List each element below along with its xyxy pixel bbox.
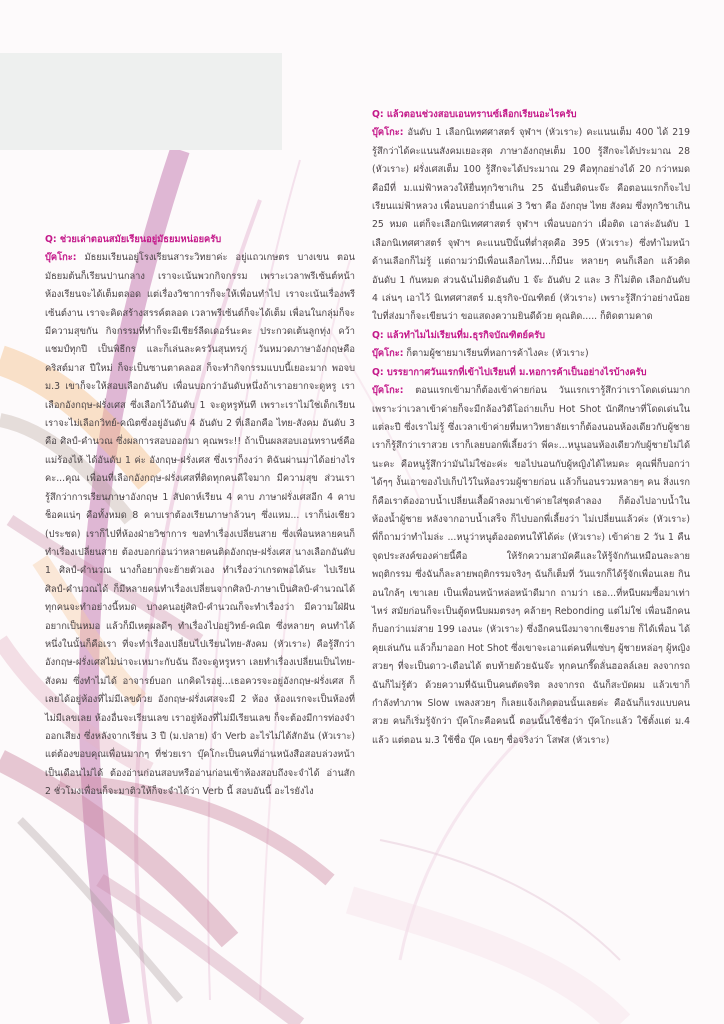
answer-text: อันดับ 1 เลือกนิเทศศาสตร์ จุฬาฯ (หัวเราะ) คะแนนเต็ม 400 ได้ 219 รู้สึกว่าได้คะแนนสังคมเยอะสุด ภาษาอังกฤษเต็ม 100 รู้สึกจะได้ประมาณ 28 (หัวเราะ) ฝรั่งเศสเต็ม 100 รู้สึกจะได้ประมาณ 29 คือทุกอย่างได้ 20 กว่าหมด คือมีที่ ม.แม่ฟ้าหลวงให้ยื่นทุกวิชาเกิน 25 ฉันยื่นติดนะจ๊ะ คือตอนแรกก็จะไปเรียนแม่ฟ้าหลวง เพื่อนบอกว่ายื่นแค่ 3 วิชา คือ อังกฤษ ไทย สังคม ซึ่งทุกวิชาเกิน 25 หมด แต่ก็จะเลือกนิเทศศาสตร์ จุฬาฯ เพื่อนบอกว่า เผื่อติด เอาล่ะอันดับ 1 เลือกนิเทศศาสตร์ จุฬาฯ คะแนนปีนั้นที่ต่ำสุดคือ 395 (หัวเราะ) ซึ่งทำไมหน้าด้านเลือกก็ไม่รู้ แต่ถามว่ามีเพื่อนเลือกไหม...ก็มีนะ หลายๆ คนก็เลือก แล้วติดอันดับ 1 กันหมด ส่วนฉันไม่ติดอันดับ 1 จ๊ะ อันดับ 2 และ 3 ก็ไม่ติด เลือกอันดับ 4 เล่นๆ เอาไว้ นิเทศศาสตร์ ม.ธุรกิจ-บัณฑิตย์ (หัวเราะ) เพราะรู้สึกว่าอย่างน้อยใบที่ส่งมาก็จะเขียนว่า ขอแสดงความยินดีด้วย คุณติด..... ก็ติดตามคาด — [372, 127, 690, 323]
answer-text: มัธยมเรียนอยู่โรงเรียนสาระวิทยาค่ะ อยู่แถวเกษตร บางเขน ตอนมัธยมต้นก็เรียนปานกลาง เราจะเน้นพวกกิจกรรม เพราะเวลาพรีเซ้นต์หน้าห้องเรียนจะได้เต็มตลอด แต่เรื่องวิชาการก็จะให้เพื่อนทำไป เราจะเน้นเรื่องพรีเซ้นต์งาน เราจะคิดสร้างสรรค์ตลอด เวลาพรีเซ้นต์ก็จะได้เต็ม เพื่อนในกลุ่มก็จะมีความสุขกัน กิจกรรมที่ทำก็จะมีเชียร์ลีดเดอร์นะคะ ประกวดเต้นลูกทุ่ง คว้าแชมป์ทุกปี เป็นพิธีกร และก็เล่นละครวันสุนทรภู่ วันหมวดภาษาอังกฤษคือ คริสต์มาส ปีใหม่ ก็จะเป็นซานตาคลอส ก็จะทำกิจกรรมแบบนี้เยอะมาก พอจบ ม.3 เขาก็จะให้สอบเลือกอันดับ เพื่อนบอกว่าอันดับหนึ่งถ้าเราอยากจะดูหรู เราเลือกอังกฤษ-ฝรั่งเศส ซึ่งเลือกไว้อันดับ 1 จะดูหรูทันที เพราะเราไม่ใช่เด็กเรียน เราจะไม่เลือกวิทย์-คณิตซึ่งอยู่อันดับ 4 อันดับ 2 ที่เลือกคือ ไทย-สังคม อันดับ 3 คือ ศิลป์-คำนวณ ซึ่งผลการสอบออกมา คุณพระ!! ถ้าเป็นผลสอบเอนทรานซ์คือ แม่ร้องไห้ ได้อันดับ 1 ค่ะ อังกฤษ-ฝรั่งเศส ซึ่งเราก็งงว่า ติฉันผ่านมาได้อย่างไรคะ...คุณ เพื่อนที่เลือกอังกฤษ-ฝรั่งเศสที่ติดทุกคนดีใจมาก มีความสุข ส่วนเรารู้สึกว่าการเรียนภาษาอังกฤษ 1 สัปดาห์เรียน 4 คาบ ภาษาฝรั่งเศสอีก 4 คาบ ช็อคแน่ๆ คือทั้งหมด 8 คาบเราต้องเรียนภาษาล้วนๆ ซึ่งแหม... เราก็น่งเชียว (ประชด) เราก็ไปที่ห้องฝ่ายวิชาการ ขอทำเรื่องเปลี่ยนสาย ซึ่งเพื่อนหลายคนก็ทำเรื่องเปลี่ยนสาย ต้องบอกก่อนว่าหลายคนติดอังกฤษ-ฝรั่งเศส นางเลือกอันดับ 1 ศิลป์-คำนวณ นางก็อยากจะย้ายตัวเอง ทำเรื่องว่าเกรดพอได้นะ ไปเรียนศิลป์-คำนวณได้ ก็มีหลายคนทำเรื่องเปลี่ยนจากศิลป์-ภาษาเป็นศิลป์-คำนวณได้ ทุกคนจะทำอย่างนี้หมด บางคนอยู่ศิลป์-คำนวณก็จะทำเรื่องว่า มีความใฝ่ฝันอยากเป็นหมอ แล้วก็มีเหตุผลดีๆ ทำเรื่องไปอยู่วิทย์-คณิต ซึ่งหลายๆ คนทำได้ หนึ่งในนั้นก็คือเรา ที่จะทำเรื่องเปลี่ยนไปเรียนไทย-สังคม (หัวเราะ) คือรู้สึกว่าอังกฤษ-ฝรั่งเศสไม่น่าจะเหมาะกับฉัน ถึงจะดูหรูหรา เลยทำเรื่องเปลี่ยนเป็นไทย-สังคม ซึ่งทำไม่ได้ อาจารย์บอก แกคิดไรอยู่...เธอควรจะอยู่อังกฤษ-ฝรั่งเศส ก็เลยได้อยู่ห้องที่ไม่มีเลขด้วย อังกฤษ-ฝรั่งเศสจะมี 2 ห้อง ห้องแรกจะเป็นห้องที่ไม่มีเลขเลย ห้องอื่นจะเรียนเลข เราอยู่ห้องที่ไม่มีเรียนเลข ก็จะต้องมีการท่องจำ ออกเสียง ซึ่งหลังจากเรียน 3 ปี (ม.ปลาย) จำ Verb อะไรไม่ได้สักอัน (หัวเราะ) แต่ต้องขอบคุณเพื่อนมากๆ ที่ช่วยเรา บุ๊คโกะเป็นคนที่อ่านหนังสือสอบล่วงหน้าเป็นเดือนไม่ได้ ต้องอ่านก่อนสอบหรืออ่านก่อนเข้าห้องสอบถึงจะจำได้ อ่านสัก 2 ชั่วโมงเพื่อนก็จะมาติวให้ก็จะจำได้ว่า Verb นี้ สอบอันนี้ อะไรยังไง — [45, 252, 355, 798]
interview-answer — [372, 345, 690, 363]
header-placeholder-box — [0, 53, 282, 150]
qa-block — [45, 231, 355, 802]
interview-answer — [372, 124, 690, 326]
right-column — [372, 106, 690, 750]
qa-block — [372, 364, 690, 751]
speaker-label: บุ๊คโกะ: — [372, 385, 404, 397]
interview-answer — [45, 249, 355, 801]
left-column — [45, 231, 355, 802]
answer-text: ก็ตามผู้ชายมาเรียนที่หอการค้าไงคะ (หัวเราะ) — [403, 348, 589, 360]
qa-block — [372, 327, 690, 364]
interview-question: Q: แล้วทำไมไม่เรียนที่ม.ธุรกิจบัณฑิตย์ครับ — [372, 329, 546, 341]
speaker-label: บุ๊คโกะ: — [45, 252, 77, 264]
interview-question: Q: ช่วยเล่าตอนสมัยเรียนอยู่มัธยมหน่อยครับ — [45, 234, 222, 245]
qa-block — [372, 106, 690, 327]
interview-question: Q: แล้วตอนช่วงสอบเอนทรานซ์เลือกเรียนอะไรครับ — [372, 109, 577, 120]
speaker-label: บุ๊คโกะ: — [372, 348, 404, 360]
answer-text: ตอนแรกเข้ามาก็ต้องเข้าค่ายก่อน วันแรกเรารู้สึกว่าเราโดดเด่นมาก เพราะว่าเวลาเข้าค่ายก็จะมีกล้องวิดีโอถ่ายเก็บ Hot Shot นักศึกษาที่โดดเด่นในแต่ละปี ซึ่งเราไม่รู้ ซึ่งเวลาเข้าค่ายที่มหาวิทยาลัยเราก็ต้องนอนห้องเดียวกับผู้ชาย เราก็รู้สึกว่าเราสวย เราก็เลยบอกพี่เลี้ยงว่า พี่คะ...หนูนอนห้องเดียวกับผู้ชายไม่ได้นะคะ คือหนูรู้สึกว่ามันไม่ใช่อะค่ะ ขอไปนอนกับผู้หญิงได้ไหมคะ คุณพี่ก็บอกว่าได้ๆๆ งั้นเอาของไปเก็บไว้ในห้องรวมผู้ชายก่อน แล้วก็นอนรวมหลายๆ คน สิ่งแรกก็คือเราต้องอาบน้ำเปลี่ยนเสื้อผ้าลงมาเข้าค่ายใส่ชุดลำลอง ก็ต้องไปอาบน้ำในห้องน้ำผู้ชาย หลังจากอาบน้ำเสร็จ ก็ไปบอกพี่เลี้ยงว่า ไม่เปลี่ยนแล้วค่ะ (หัวเราะ) พี่ก็ถามว่าทำไมล่ะ ...หนูว่าหนูต้องอดทนให้ได้ค่ะ (หัวเราะ) เข้าค่าย 2 วัน 1 คืน จุดประสงค์ของค่ายนี้คือ ให้รักความสามัคคีและให้รู้จักกันเหมือนละลายพฤติกรรม ซึ่งฉันก็ละลายพฤติกรรมจริงๆ ฉันก็เต็มที่ วันแรกก็ได้รู้จักเพื่อนเลย กินอนใกล้ๆ เขาเลย เป็นเพื่อนหน้าหล่อหน้าดีมาก ถามว่า เธอ...ที่หนีบผมซื้อมาเท่าไหร่ สมัยก่อนก็จะเป็นตู้ดหนีบผมตรงๆ คล้ายๆ Rebonding แต่ไม่ใช่ เพื่อนอีกคนก็บอกว่าแม่สาย 199 เองนะ (หัวเราะ) ซึ่งอีกคนนึงมาจากเชียงราย ก็ได้เพื่อน ได้คุยเล่นกัน แล้วก็มาออก Hot Shot ซึ่งเขาจะเอาแต่คนที่แซ่บๆ ผู้ชายหล่อๆ ผู้หญิงสวยๆ ที่จะเป็นดาว-เดือนได้ ตบท้ายด้วยฉันจ๊ะ ทุกคนกรี๊ดลั่นฮอลล์เลย ลงจากรถ ฉันก็ไม่รู้ตัว ด้วยความที่ฉันเป็นคนตัดจริต ลงจากรถ ฉันก็สะบัดผม แล้วเขาก็กำลังทำภาพ Slow เพลงสวยๆ ก็เลยแจ้งเกิดตอนนั้นเลยค่ะ คือฉันก็แรงแบบคนสวย คนก็เริ่มรู้จักว่า บุ๊คโกะคือคนนี้ ตอนนั้นใช้ชื่อว่า บุ๊คโกะแล้ว ใช้ตั้งแต่ ม.4 แล้ว แต่ตอน ม.3 ใช้ชื่อ บุ๊ค เฉยๆ ชื่อจริงว่า โสฬส (หัวเราะ) — [372, 385, 690, 746]
speaker-label: บุ๊คโกะ: — [372, 127, 404, 139]
interview-answer — [372, 382, 690, 750]
interview-question: Q: บรรยากาศวันแรกที่เข้าไปเรียนที่ ม.หอการค้าเป็นอย่างไรบ้างครับ — [372, 366, 647, 378]
